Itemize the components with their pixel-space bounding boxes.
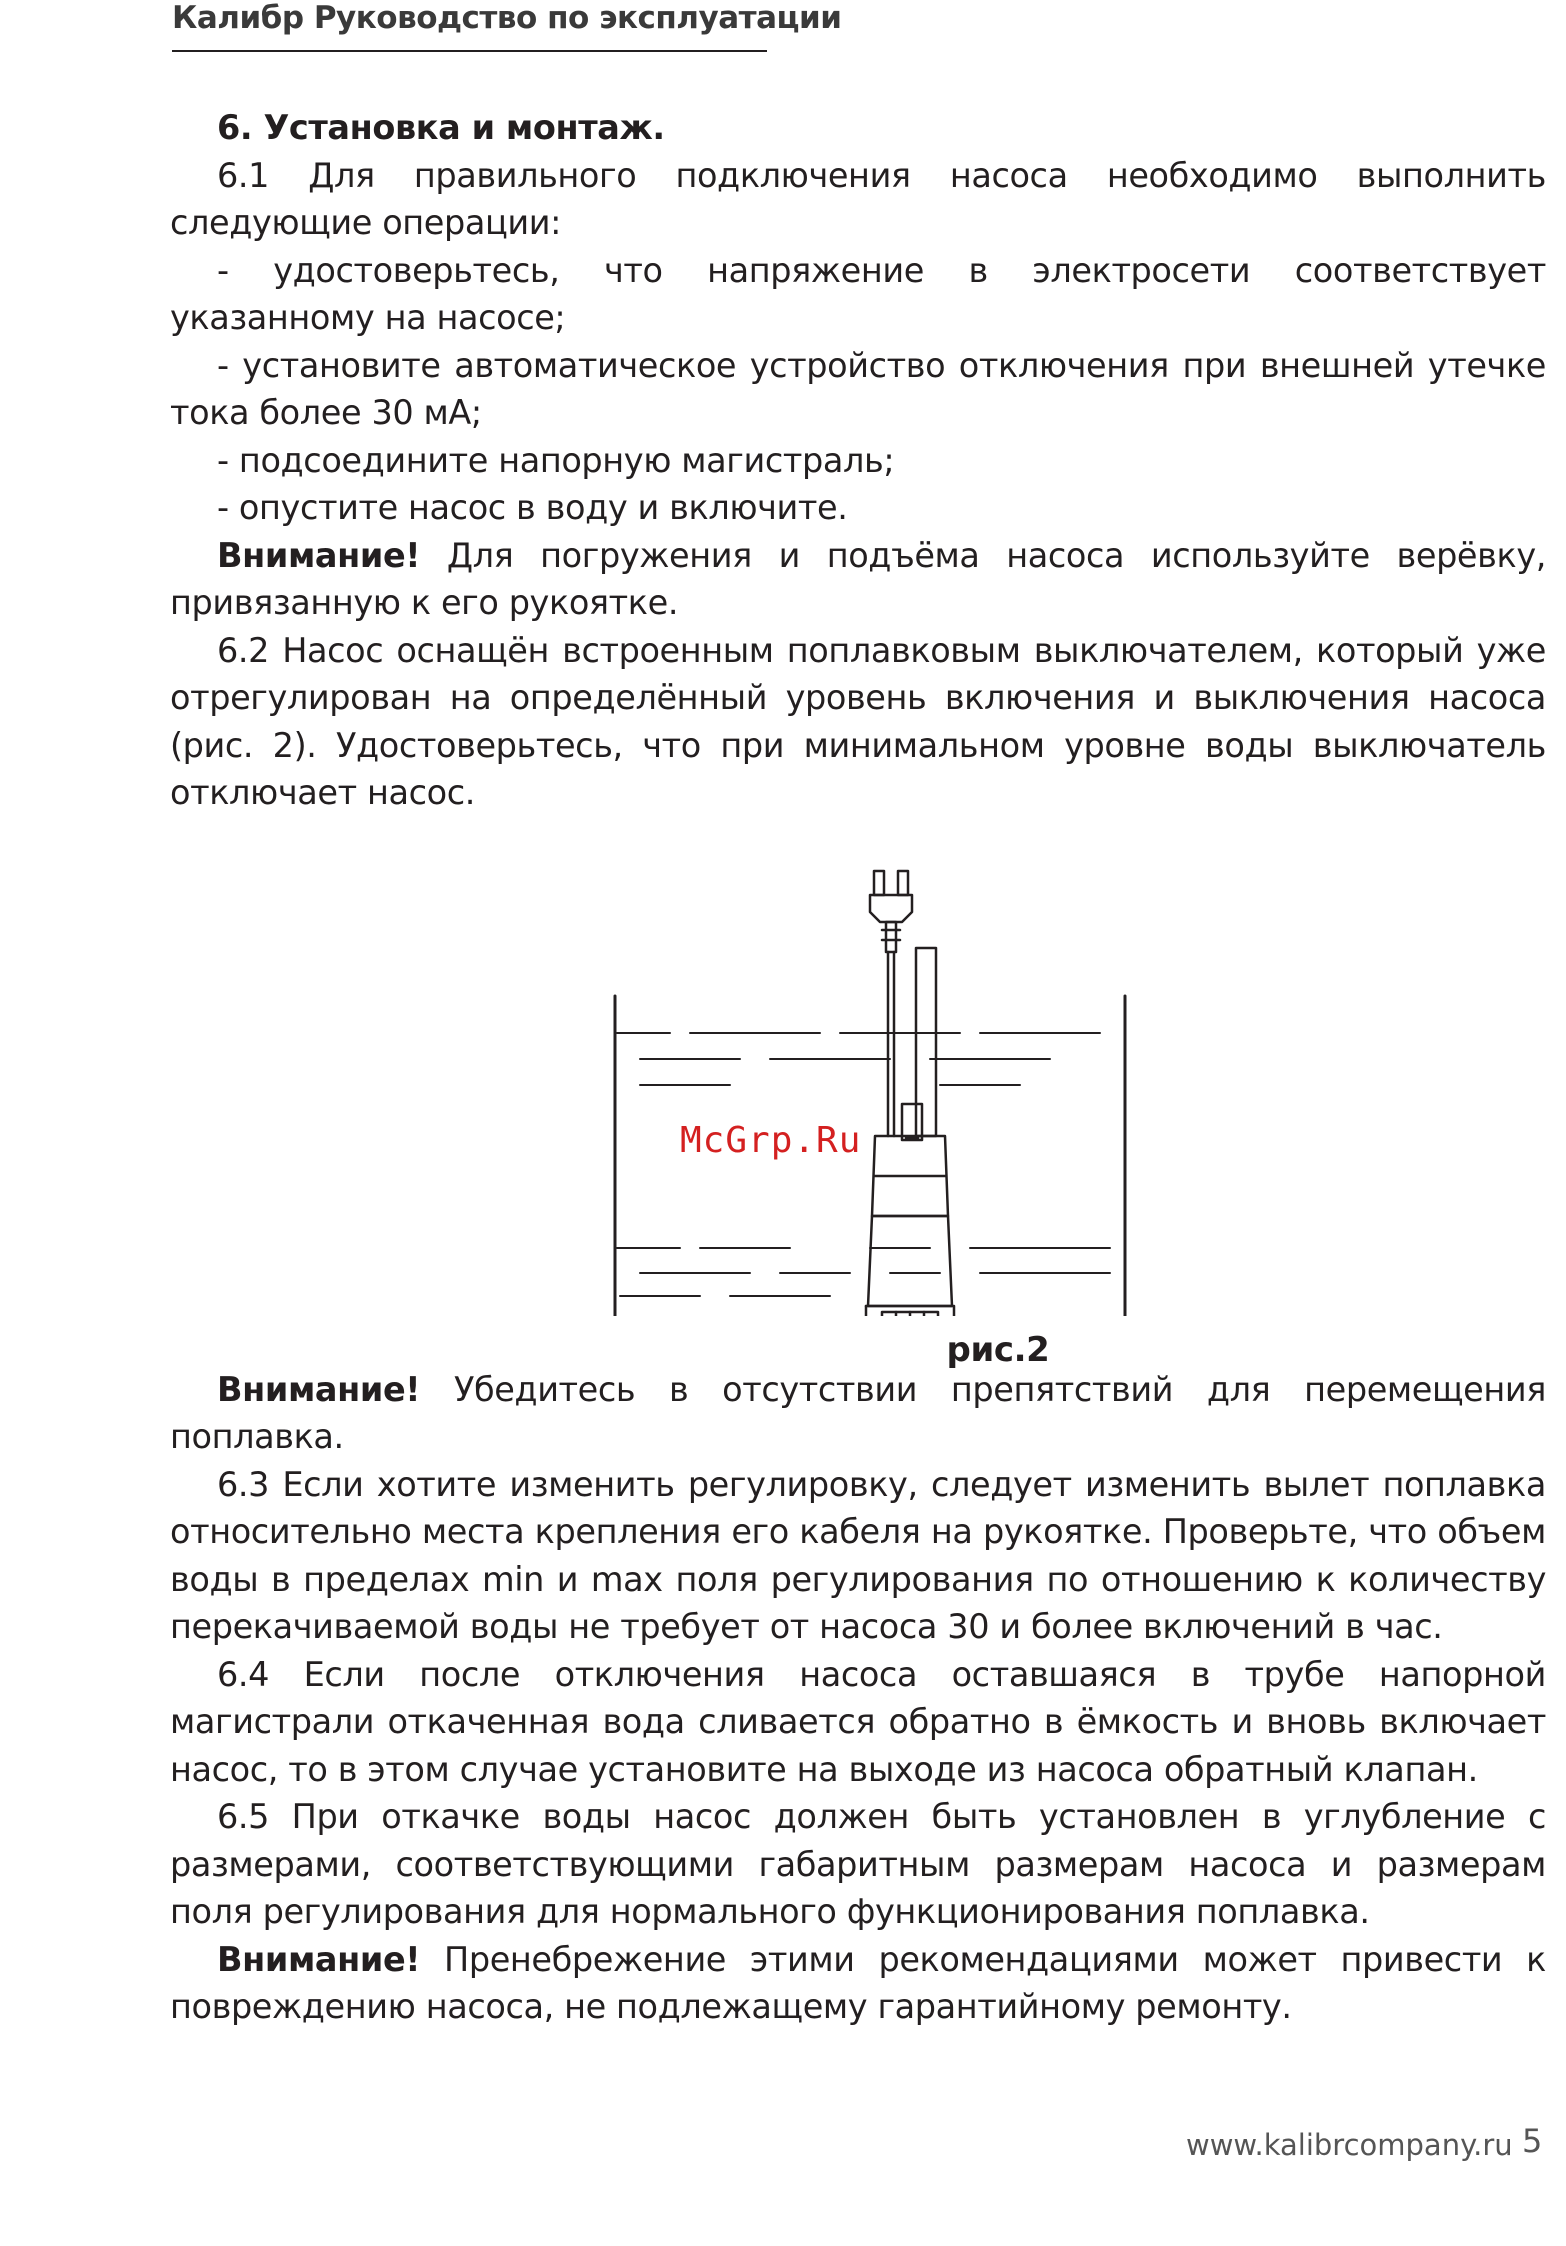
figure-caption: рис.2 — [946, 1329, 1050, 1370]
footer-url: www.kalibrcompany.ru — [1186, 2128, 1513, 2162]
paragraph-6-4: 6.4 Если после отключения насоса оставшаяся в трубе напорной магистрали откаченная вода сливается обратно в ёмкость и вновь включает насос, то в этом случае установите на выходе из насоса обратный клапан. — [170, 1654, 1546, 1789]
paragraph-6-5: 6.5 При откачке воды насос должен быть установлен в углубление с размерами, соответствующими габаритным размерам насоса и размерам поля регулирования для нормального функционирования поплавка. — [170, 1797, 1546, 1931]
page-header — [172, 0, 842, 52]
paragraph-6-1: 6.1 Для правильного подключения насоса необходимо выполнить следующие операции: — [170, 155, 1546, 242]
warning-warranty — [170, 1936, 1546, 2031]
page-number: 5 — [1522, 2122, 1543, 2160]
warning-text: Для погружения и подъёма насоса используйте верёвку, привязанную к его рукоятке. — [170, 535, 1546, 622]
main-content — [170, 104, 1546, 2031]
bullet-lower-pump: - опустите насос в воду и включите. — [217, 488, 848, 527]
submersible-pump-in-tank-icon — [170, 836, 1546, 1316]
header-title: Калибр Руководство по эксплуатации — [172, 0, 842, 36]
warning-text: Пренебрежение этими рекомендациями может привести к повреждению насоса, не подлежащему гарантийному ремонту. — [170, 1939, 1546, 2026]
figure-pump-in-tank — [170, 836, 1546, 1370]
paragraph-6-3: 6.3 Если хотите изменить регулировку, следует изменить вылет поплавка относительно места крепления его кабеля на рукоятке. Проверьте, что объем воды в пределах min и max поля регулирования по отношению к количеству перекачиваемой воды не требует от насоса 30 и более включений в час. — [170, 1464, 1546, 1646]
paragraph-6-2: 6.2 Насос оснащён встроенным поплавковым выключателем, который уже отрегулирован на определённый уровень включения и выключения насоса (рис. 2). Удостоверьтесь, что при минимальном уровне воды выключатель отключает насос. — [170, 630, 1546, 812]
bullet-voltage: - удостоверьтесь, что напряжение в электросети соответствует указанному на насосе; — [170, 250, 1546, 337]
watermark: McGrp.Ru — [680, 1119, 862, 1161]
bullet-pressure-line: - подсоедините напорную магистраль; — [217, 440, 895, 480]
warning-text: Убедитесь в отсутствии препятствий для перемещения поплавка. — [170, 1369, 1546, 1456]
section-title: 6. Установка и монтаж. — [217, 108, 665, 147]
bullet-rcd: - установите автоматическое устройство отключения при внешней утечке тока более 30 мА; — [170, 345, 1546, 432]
warning-float — [170, 1366, 1546, 1461]
warning-rope — [170, 532, 1546, 627]
warning-label: Внимание! — [217, 1369, 421, 1409]
warning-label: Внимание! — [217, 1939, 421, 1979]
warning-label: Внимание! — [217, 535, 421, 575]
